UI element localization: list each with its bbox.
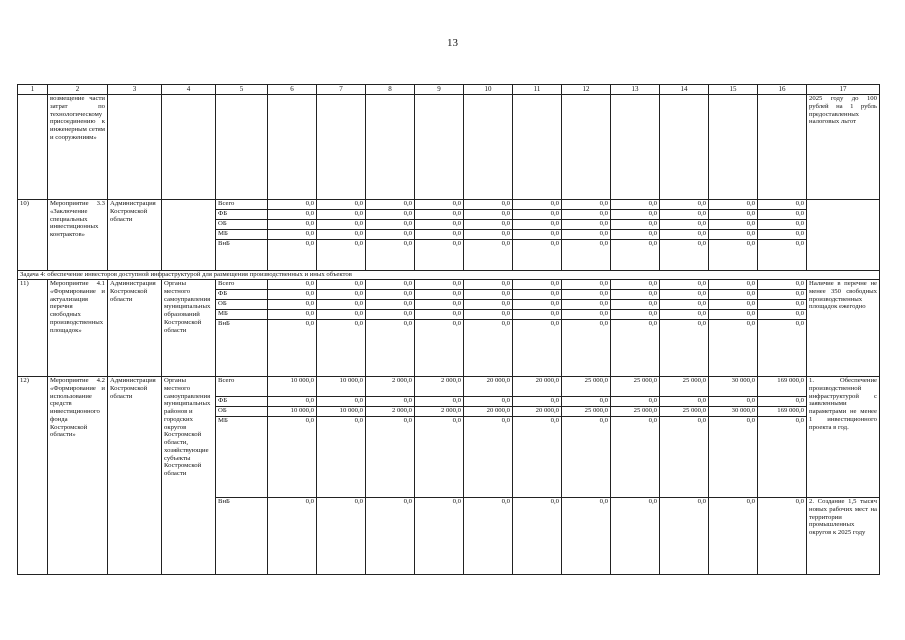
r11-value: 0,0 <box>513 290 562 300</box>
r10-value: 0,0 <box>758 220 807 230</box>
header-col-3: 3 <box>108 85 162 95</box>
r10-value: 0,0 <box>366 210 415 220</box>
r11-value: 0,0 <box>317 280 366 290</box>
r12-value: 0,0 <box>268 417 317 498</box>
r10-value: 0,0 <box>268 210 317 220</box>
r12-value: 0,0 <box>660 397 709 407</box>
r11-value: 0,0 <box>709 320 758 377</box>
r11-value: 0,0 <box>415 310 464 320</box>
r12-value: 0,0 <box>513 397 562 407</box>
r10-value: 0,0 <box>611 220 660 230</box>
r11-value: 0,0 <box>366 290 415 300</box>
r11-value: 0,0 <box>758 300 807 310</box>
r11-value: 0,0 <box>268 320 317 377</box>
r10-value: 0,0 <box>709 230 758 240</box>
r11-value: 0,0 <box>415 320 464 377</box>
r11-executor: Администрация Костромской области <box>108 280 162 377</box>
r11-value: 0,0 <box>317 290 366 300</box>
r12-value: 2 000,0 <box>415 407 464 417</box>
r12-source-1: Всего <box>216 377 268 397</box>
header-col-5: 5 <box>216 85 268 95</box>
r11-number: 11) <box>18 280 48 377</box>
r12-value: 0,0 <box>562 498 611 575</box>
r10-value: 0,0 <box>415 230 464 240</box>
r11-measure-name: Мероприятие 4.1 «Формирование и актуализация перечня свободных производственных площадок» <box>48 280 108 377</box>
r12-value: 0,0 <box>464 498 513 575</box>
header-col-12: 12 <box>562 85 611 95</box>
header-col-10: 10 <box>464 85 513 95</box>
r11-source-2: ФБ <box>216 290 268 300</box>
r11-row-1 <box>18 280 880 290</box>
r11-value: 0,0 <box>758 320 807 377</box>
r12-value: 0,0 <box>268 498 317 575</box>
r12-measure-name: Мероприятие 4.2 «Формирование и использование средств инвестиционного фонда Костромской области» <box>48 377 108 575</box>
r12-value: 0,0 <box>709 397 758 407</box>
r10-value: 0,0 <box>562 240 611 271</box>
r10-value: 0,0 <box>562 220 611 230</box>
r10-value: 0,0 <box>611 200 660 210</box>
cont-result: 2025 году до 100 рублей на 1 рубль предоставленных налоговых льгот <box>807 95 880 200</box>
r11-value: 0,0 <box>464 300 513 310</box>
r11-value: 0,0 <box>562 310 611 320</box>
r12-value: 30 000,0 <box>709 377 758 397</box>
r12-value: 0,0 <box>562 397 611 407</box>
r12-value: 10 000,0 <box>268 377 317 397</box>
r11-value: 0,0 <box>758 290 807 300</box>
r10-value: 0,0 <box>562 230 611 240</box>
r12-value: 0,0 <box>660 417 709 498</box>
cont-num <box>18 95 48 200</box>
r10-value: 0,0 <box>317 210 366 220</box>
r10-value: 0,0 <box>268 200 317 210</box>
r11-value: 0,0 <box>268 310 317 320</box>
r11-value: 0,0 <box>758 310 807 320</box>
r10-value: 0,0 <box>268 220 317 230</box>
r11-value: 0,0 <box>611 310 660 320</box>
r12-value: 20 000,0 <box>464 407 513 417</box>
r10-value: 0,0 <box>464 210 513 220</box>
r12-value: 0,0 <box>611 417 660 498</box>
r12-source-3: ОБ <box>216 407 268 417</box>
r11-value: 0,0 <box>464 280 513 290</box>
r11-value: 0,0 <box>709 310 758 320</box>
r11-value: 0,0 <box>709 300 758 310</box>
r10-participant <box>162 200 216 271</box>
r10-executor: Администрация Костромской области <box>108 200 162 271</box>
header-col-14: 14 <box>660 85 709 95</box>
r10-value: 0,0 <box>562 210 611 220</box>
header-row <box>18 85 880 95</box>
r12-value: 30 000,0 <box>709 407 758 417</box>
header-col-13: 13 <box>611 85 660 95</box>
r11-value: 0,0 <box>366 280 415 290</box>
r12-value: 20 000,0 <box>464 377 513 397</box>
r10-value: 0,0 <box>415 220 464 230</box>
r12-value: 10 000,0 <box>317 407 366 417</box>
r11-value: 0,0 <box>562 290 611 300</box>
r10-value: 0,0 <box>513 210 562 220</box>
r10-value: 0,0 <box>562 200 611 210</box>
r10-value: 0,0 <box>660 210 709 220</box>
r11-value: 0,0 <box>268 300 317 310</box>
r12-value: 0,0 <box>513 498 562 575</box>
r12-value: 0,0 <box>317 498 366 575</box>
r10-value: 0,0 <box>513 200 562 210</box>
r12-source-5: ВнБ <box>216 498 268 575</box>
r11-value: 0,0 <box>464 310 513 320</box>
r10-value: 0,0 <box>268 240 317 271</box>
cont-name: возмещение части затрат по технологическому присоединению к инженерным сетям и сооружениям» <box>48 95 108 200</box>
r10-value: 0,0 <box>709 220 758 230</box>
r10-value: 0,0 <box>513 230 562 240</box>
r11-value: 0,0 <box>562 320 611 377</box>
continuation-row <box>18 95 880 200</box>
r11-result: Наличие в перечне не менее 350 свободных производственных площадок ежегодно <box>807 280 880 377</box>
header-col-6: 6 <box>268 85 317 95</box>
r10-row-1 <box>18 200 880 210</box>
r11-value: 0,0 <box>366 310 415 320</box>
r10-value: 0,0 <box>366 220 415 230</box>
r10-value: 0,0 <box>611 230 660 240</box>
r12-value: 25 000,0 <box>611 407 660 417</box>
header-col-2: 2 <box>48 85 108 95</box>
r12-number: 12) <box>18 377 48 575</box>
r12-value: 0,0 <box>464 417 513 498</box>
r11-value: 0,0 <box>513 320 562 377</box>
r11-value: 0,0 <box>562 300 611 310</box>
r11-value: 0,0 <box>415 280 464 290</box>
r11-value: 0,0 <box>709 290 758 300</box>
r11-value: 0,0 <box>611 280 660 290</box>
r10-value: 0,0 <box>611 210 660 220</box>
r10-value: 0,0 <box>611 240 660 271</box>
r12-value: 0,0 <box>660 498 709 575</box>
r11-source-5: ВнБ <box>216 320 268 377</box>
r12-value: 25 000,0 <box>660 407 709 417</box>
r11-source-1: Всего <box>216 280 268 290</box>
program-table <box>17 84 880 575</box>
r10-value: 0,0 <box>366 230 415 240</box>
r12-value: 2 000,0 <box>366 377 415 397</box>
r11-value: 0,0 <box>268 280 317 290</box>
r12-participant: Органы местного самоуправления муниципальных районов и городских округов Костромской области, хозяйствующие субъекты Костромской области <box>162 377 216 575</box>
r11-value: 0,0 <box>611 300 660 310</box>
r12-value: 0,0 <box>758 397 807 407</box>
r12-value: 20 000,0 <box>513 407 562 417</box>
r10-value: 0,0 <box>415 240 464 271</box>
r12-value: 10 000,0 <box>268 407 317 417</box>
r11-value: 0,0 <box>366 320 415 377</box>
r12-value: 0,0 <box>611 498 660 575</box>
r12-value: 25 000,0 <box>611 377 660 397</box>
r11-value: 0,0 <box>758 280 807 290</box>
r11-value: 0,0 <box>268 290 317 300</box>
r10-value: 0,0 <box>758 200 807 210</box>
r12-value: 0,0 <box>611 397 660 407</box>
r10-value: 0,0 <box>317 230 366 240</box>
r12-value: 0,0 <box>513 417 562 498</box>
r10-measure-name: Мероприятие 3.3 «Заключение специальных инвестиционных контрактов» <box>48 200 108 271</box>
r10-value: 0,0 <box>464 200 513 210</box>
r10-value: 0,0 <box>709 240 758 271</box>
r10-value: 0,0 <box>415 210 464 220</box>
r10-value: 0,0 <box>317 200 366 210</box>
r10-value: 0,0 <box>660 200 709 210</box>
r12-source-2: ФБ <box>216 397 268 407</box>
r10-source-2: ФБ <box>216 210 268 220</box>
r10-value: 0,0 <box>513 240 562 271</box>
r11-source-3: ОБ <box>216 300 268 310</box>
r11-value: 0,0 <box>660 290 709 300</box>
r10-value: 0,0 <box>317 240 366 271</box>
r12-value: 25 000,0 <box>660 377 709 397</box>
r10-value: 0,0 <box>464 220 513 230</box>
r10-value: 0,0 <box>660 240 709 271</box>
header-col-16: 16 <box>758 85 807 95</box>
r12-executor: Администрация Костромской области <box>108 377 162 575</box>
r10-source-1: Всего <box>216 200 268 210</box>
r11-value: 0,0 <box>513 310 562 320</box>
r12-value: 0,0 <box>317 397 366 407</box>
r12-value: 0,0 <box>268 397 317 407</box>
r12-value: 25 000,0 <box>562 377 611 397</box>
r11-value: 0,0 <box>660 310 709 320</box>
r10-value: 0,0 <box>709 210 758 220</box>
r12-value: 2 000,0 <box>415 377 464 397</box>
r11-value: 0,0 <box>562 280 611 290</box>
r10-value: 0,0 <box>464 230 513 240</box>
r10-value: 0,0 <box>464 240 513 271</box>
r11-value: 0,0 <box>415 300 464 310</box>
r10-value: 0,0 <box>709 200 758 210</box>
header-col-9: 9 <box>415 85 464 95</box>
header-col-11: 11 <box>513 85 562 95</box>
r12-value: 10 000,0 <box>317 377 366 397</box>
r12-value: 0,0 <box>366 498 415 575</box>
r11-value: 0,0 <box>317 320 366 377</box>
r11-value: 0,0 <box>660 300 709 310</box>
page-number: 13 <box>447 37 458 49</box>
r10-value: 0,0 <box>268 230 317 240</box>
r11-source-4: МБ <box>216 310 268 320</box>
r12-value: 0,0 <box>415 498 464 575</box>
header-col-4: 4 <box>162 85 216 95</box>
r12-value: 20 000,0 <box>513 377 562 397</box>
r10-value: 0,0 <box>758 230 807 240</box>
r12-value: 0,0 <box>415 417 464 498</box>
r12-value: 169 000,0 <box>758 377 807 397</box>
r11-value: 0,0 <box>709 280 758 290</box>
r11-value: 0,0 <box>660 280 709 290</box>
r11-value: 0,0 <box>366 300 415 310</box>
r11-participant: Органы местного самоуправления муниципальных образований Костромской области <box>162 280 216 377</box>
r12-value: 0,0 <box>709 498 758 575</box>
r11-value: 0,0 <box>464 290 513 300</box>
r10-source-5: ВнБ <box>216 240 268 271</box>
header-col-17: 17 <box>807 85 880 95</box>
r12-value: 0,0 <box>758 417 807 498</box>
r12-row-1 <box>18 377 880 397</box>
r10-value: 0,0 <box>758 240 807 271</box>
r12-value: 0,0 <box>415 397 464 407</box>
r11-value: 0,0 <box>513 280 562 290</box>
r10-value: 0,0 <box>366 240 415 271</box>
header-col-7: 7 <box>317 85 366 95</box>
r10-value: 0,0 <box>660 220 709 230</box>
r12-value: 0,0 <box>366 397 415 407</box>
r10-result <box>807 200 880 271</box>
r11-value: 0,0 <box>513 300 562 310</box>
r12-value: 0,0 <box>758 498 807 575</box>
r10-value: 0,0 <box>758 210 807 220</box>
r12-value: 0,0 <box>562 417 611 498</box>
r10-value: 0,0 <box>660 230 709 240</box>
r10-value: 0,0 <box>415 200 464 210</box>
header-col-1: 1 <box>18 85 48 95</box>
r12-value: 0,0 <box>317 417 366 498</box>
r12-result-2: 2. Создание 1,5 тысяч новых рабочих мест на территории промышленных округов к 2025 году <box>807 498 880 575</box>
r12-source-4: МБ <box>216 417 268 498</box>
r11-value: 0,0 <box>317 300 366 310</box>
r12-value: 0,0 <box>366 417 415 498</box>
r10-value: 0,0 <box>513 220 562 230</box>
r11-value: 0,0 <box>611 320 660 377</box>
r11-value: 0,0 <box>611 290 660 300</box>
r12-value: 0,0 <box>464 397 513 407</box>
r10-value: 0,0 <box>366 200 415 210</box>
r10-value: 0,0 <box>317 220 366 230</box>
task4-row <box>18 271 880 280</box>
r11-value: 0,0 <box>317 310 366 320</box>
r12-value: 2 000,0 <box>366 407 415 417</box>
header-col-15: 15 <box>709 85 758 95</box>
r12-result-1: 1. Обеспечение производственной инфраструктурой с заявленными параметрами не менее 1 инвестиционного проекта в год. <box>807 377 880 498</box>
r12-value: 25 000,0 <box>562 407 611 417</box>
header-col-8: 8 <box>366 85 415 95</box>
task4-heading: Задача 4: обеспечение инвесторов доступной инфраструктурой для размещения производственных и иных объектов <box>18 271 880 280</box>
r10-source-4: МБ <box>216 230 268 240</box>
r10-number: 10) <box>18 200 48 271</box>
r12-value: 0,0 <box>709 417 758 498</box>
r12-value: 169 000,0 <box>758 407 807 417</box>
r11-value: 0,0 <box>660 320 709 377</box>
r10-source-3: ОБ <box>216 220 268 230</box>
r11-value: 0,0 <box>464 320 513 377</box>
r11-value: 0,0 <box>415 290 464 300</box>
